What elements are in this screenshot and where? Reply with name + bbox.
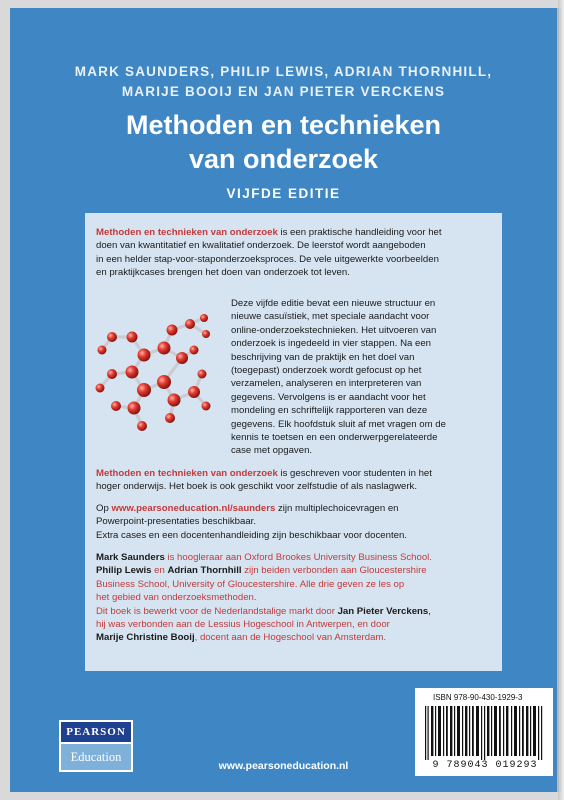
- book-title-line-2: van onderzoek: [188, 144, 379, 174]
- description-panel: [85, 213, 502, 671]
- intro-line-3: in een helder stap-voor-staponderzoeksproces. De vele uitgewerkte voorbeelden: [96, 253, 439, 265]
- authors-line-2: MARIJE BOOIJ EN JAN PIETER VERCKENS: [121, 84, 446, 99]
- isbn-label: ISBN 978-90-430-1929-3: [433, 693, 523, 702]
- publisher-website[interactable]: www.pearsoneducation.nl: [218, 760, 349, 772]
- intro-paragraph: [96, 226, 442, 280]
- pearson-logo-top: PEARSON: [61, 722, 131, 742]
- book-title-mention: Methoden en technieken van onderzoek: [96, 227, 278, 238]
- book-title-line-1: Methoden en technieken: [125, 110, 442, 140]
- pearson-logo-bottom: Education: [61, 744, 131, 770]
- isbn-number: 9 789043 019293: [432, 760, 538, 771]
- book-back-cover: [10, 8, 557, 792]
- authors-paragraph: Mark Saunders is hoogleraar aan Oxford Brookes University Business School. Philip Lewis en Adrian Thornhill zijn beiden verbonden aan Gloucestershire Business School, University of Gloucestershire. Alle drie geven ze les op het gebied van onderzoeksmethoden. Dit boek is bewerkt voor de Nederlandstalige markt door Jan Pieter Verckens, hij was verbonden aan de Lessius Hogeschool in Antwerpen, en door Marije Christine Booij, docent aan de Hogeschool van Amsterdam.: [96, 552, 432, 644]
- intro-line-1: Methoden en technieken van onderzoek is een praktische handleiding voor het: [96, 227, 442, 238]
- book-title-mention-2: Methoden en technieken van onderzoek: [96, 468, 278, 479]
- barcode-graphic: [423, 706, 547, 760]
- edition-label: VIJFDE EDITIE: [226, 186, 341, 201]
- resources-paragraph: Op www.pearsoneducation.nl/saunders zijn multiplechoicevragen en Powerpoint-presentaties beschikbaar. Extra cases en een docentenhandleiding zijn beschikbaar voor docenten.: [96, 503, 407, 541]
- intro-line-4: en praktijkcases brengen het doen van onderzoek tot leven.: [96, 267, 350, 279]
- authors-line-1: MARK SAUNDERS, PHILIP LEWIS, ADRIAN THORNHILL,: [74, 64, 493, 79]
- page-edge: [558, 0, 564, 800]
- molecule-illustration: [94, 310, 219, 435]
- audience-paragraph: Methoden en technieken van onderzoek is geschreven voor studenten in het hoger onderwijs. Het boek is ook geschikt voor zelfstudie of als naslagwerk.: [96, 468, 432, 493]
- companion-website-link[interactable]: www.pearsoneducation.nl/saunders: [111, 503, 276, 514]
- edition-paragraph: Deze vijfde editie bevat een nieuwe structuur en nieuwe casuïstiek, met speciale aandacht voor online-onderzoekstechnieken. Het uitvoeren van onderzoek is ingedeeld in vier stappen. Na een beschrijving van de praktijk en het doel van (toegepast) onderzoek wordt gefocust op het verzamelen, analyseren en interpreteren van gegevens. Vervolgens is er aandacht voor het mondeling en schriftelijk rapporteren van deze gegevens. Elk hoofdstuk sluit af met vragen om de kennis te toetsen en een onderwerpgerelateerde case met opgaven.: [231, 298, 446, 457]
- intro-line-2: doen van kwantitatief en kwalitatief onderzoek. De leerstof wordt aangeboden: [96, 240, 426, 252]
